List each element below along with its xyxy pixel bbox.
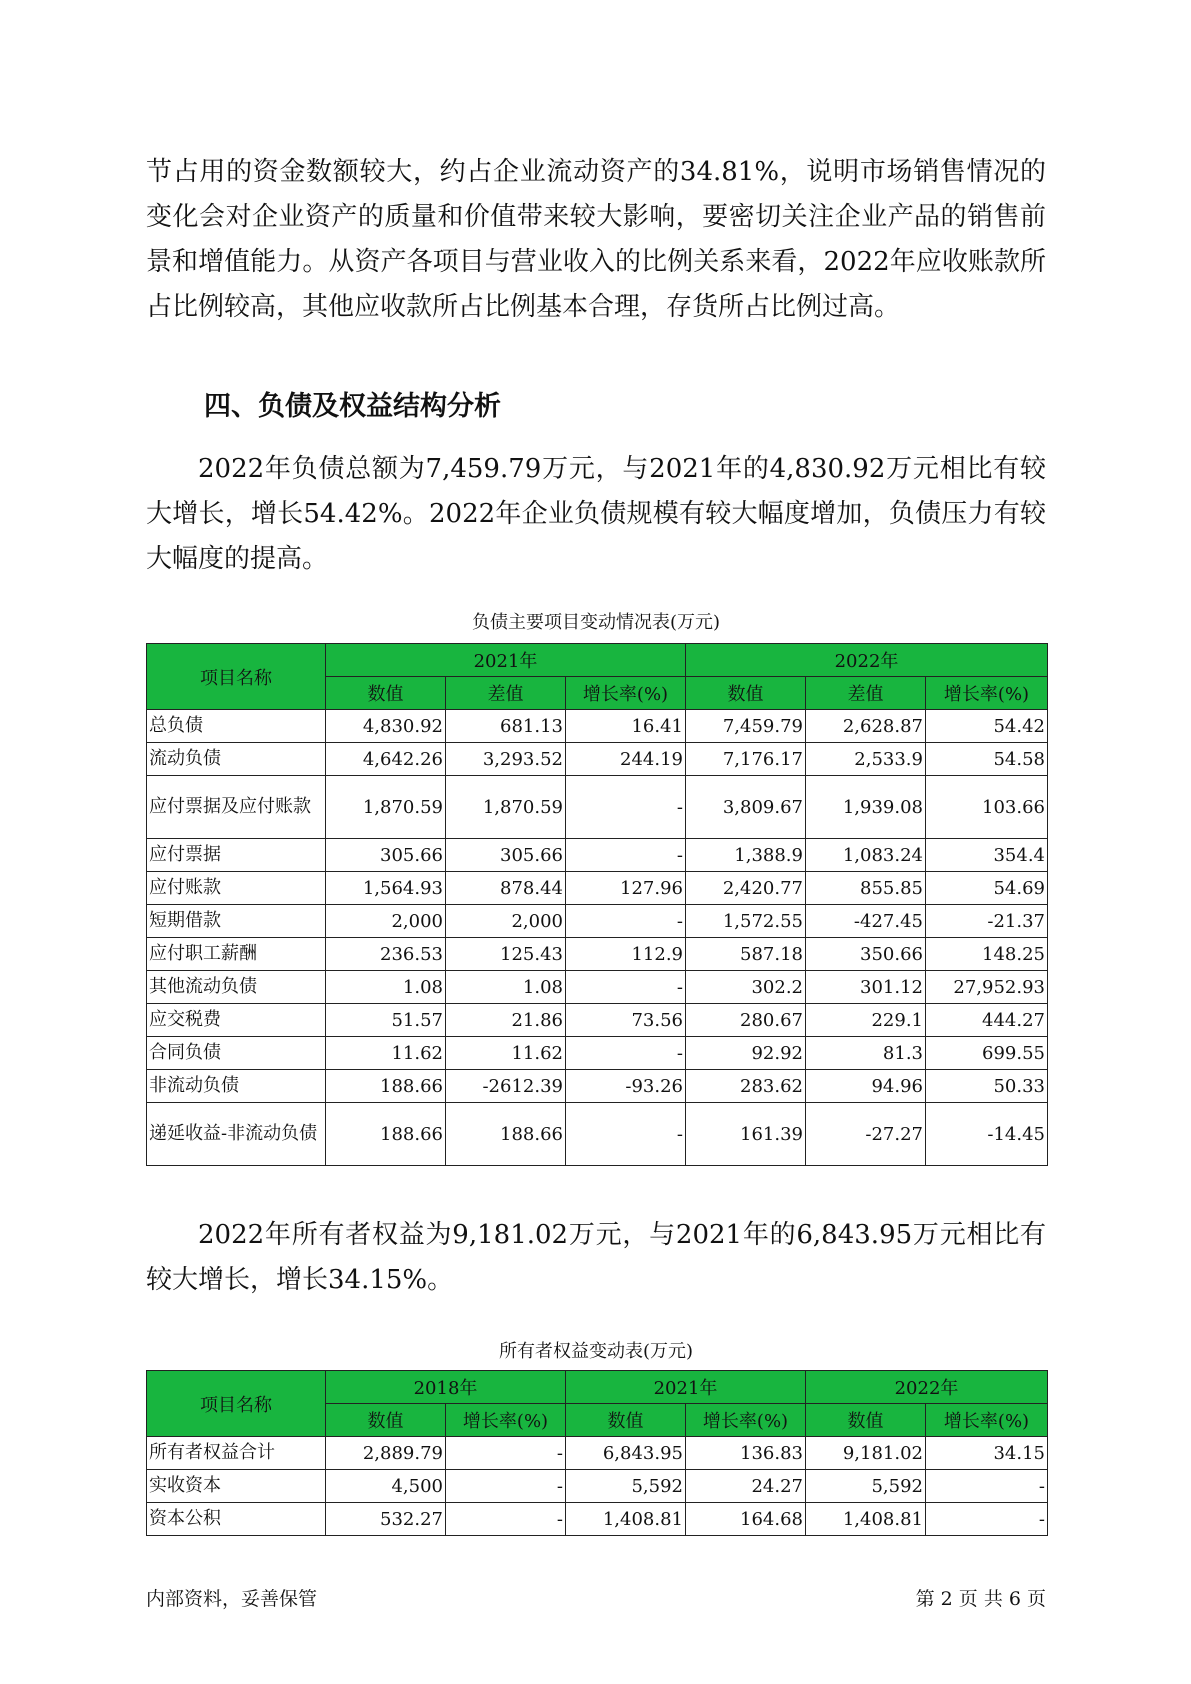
row-label: 实收资本 [147, 1470, 326, 1503]
row-label: 所有者权益合计 [147, 1437, 326, 1470]
table-cell: 21.86 [446, 1004, 566, 1037]
table-cell: 51.57 [326, 1004, 446, 1037]
table-cell: 1.08 [326, 971, 446, 1004]
row-label: 短期借款 [147, 905, 326, 938]
sub-header: 差值 [806, 677, 926, 710]
table-cell: 148.25 [926, 938, 1048, 971]
table-cell: 301.12 [806, 971, 926, 1004]
table-cell: -427.45 [806, 905, 926, 938]
table2-caption: 所有者权益变动表(万元) [498, 1341, 694, 1362]
table-cell: 5,592 [806, 1470, 926, 1503]
table-cell: 1,408.81 [806, 1503, 926, 1536]
table-cell: 92.92 [686, 1037, 806, 1070]
table-cell: 94.96 [806, 1070, 926, 1103]
table-cell: 878.44 [446, 872, 566, 905]
table-row [147, 938, 1048, 971]
table-cell: 73.56 [566, 1004, 686, 1037]
equity-table-body [147, 1437, 1048, 1536]
table-row [147, 872, 1048, 905]
table-cell: 1,408.81 [566, 1503, 686, 1536]
table-cell: 125.43 [446, 938, 566, 971]
row-label: 应付票据 [147, 839, 326, 872]
table-cell: 188.66 [326, 1070, 446, 1103]
table-cell: 1,939.08 [806, 776, 926, 839]
table-cell: 699.55 [926, 1037, 1048, 1070]
table-cell: 2,000 [326, 905, 446, 938]
table-cell: - [926, 1503, 1048, 1536]
table-cell: - [566, 905, 686, 938]
year-header: 2021年 [566, 1371, 806, 1404]
table-row [147, 1103, 1048, 1166]
table-cell: 54.58 [926, 743, 1048, 776]
table-cell: - [446, 1437, 566, 1470]
table-cell: 1,564.93 [326, 872, 446, 905]
row-label: 应付票据及应付账款 [147, 776, 326, 839]
row-label: 应付账款 [147, 872, 326, 905]
table-cell: 4,830.92 [326, 710, 446, 743]
table1-caption: 负债主要项目变动情况表(万元) [471, 612, 721, 633]
year-header: 2021年 [326, 644, 686, 677]
year-header: 2018年 [326, 1371, 566, 1404]
table-cell: 136.83 [686, 1437, 806, 1470]
table-cell: 1,083.24 [806, 839, 926, 872]
table-cell: 1,870.59 [446, 776, 566, 839]
table-row [147, 905, 1048, 938]
row-label: 其他流动负债 [147, 971, 326, 1004]
table-row [147, 776, 1048, 839]
table-cell: 7,459.79 [686, 710, 806, 743]
name-header: 项目名称 [147, 1371, 326, 1437]
table-cell: 305.66 [446, 839, 566, 872]
table-cell: 103.66 [926, 776, 1048, 839]
table-cell: 16.41 [566, 710, 686, 743]
row-label: 总负债 [147, 710, 326, 743]
table-cell: 1,388.9 [686, 839, 806, 872]
row-label: 非流动负债 [147, 1070, 326, 1103]
table-cell: 236.53 [326, 938, 446, 971]
table-cell: 681.13 [446, 710, 566, 743]
row-label: 应付职工薪酬 [147, 938, 326, 971]
table-cell: 2,000 [446, 905, 566, 938]
table-cell: 2,533.9 [806, 743, 926, 776]
liabilities-table-body [147, 710, 1048, 1166]
paragraph-equity: 2022年所有者权益为9,181.02万元，与2021年的6,843.95万元相比有较大增长，增长34.15%。 [146, 1220, 1046, 1295]
table-cell: - [566, 776, 686, 839]
row-label: 资本公积 [147, 1503, 326, 1536]
section-heading: 四、负债及权益结构分析 [204, 391, 501, 422]
table-cell: 54.42 [926, 710, 1048, 743]
table-row [147, 971, 1048, 1004]
table-cell: 2,889.79 [326, 1437, 446, 1470]
table-cell: 50.33 [926, 1070, 1048, 1103]
row-label: 递延收益-非流动负债 [147, 1103, 326, 1166]
table-cell: 3,293.52 [446, 743, 566, 776]
table-cell: - [926, 1470, 1048, 1503]
table-row [147, 743, 1048, 776]
sub-header: 数值 [326, 677, 446, 710]
table-cell: 354.4 [926, 839, 1048, 872]
table-cell: 283.62 [686, 1070, 806, 1103]
paragraph-asset-analysis: 节占用的资金数额较大，约占企业流动资产的34.81%，说明市场销售情况的变化会对企业资产的质量和价值带来较大影响，要密切关注企业产品的销售前景和增值能力。从资产各项目与营业收入的比例关系来看，2022年应收账款所占比例较高，其他应收款所占比例基本合理，存货所占比例过高。 [146, 157, 1046, 322]
sub-header: 增长率(%) [446, 1404, 566, 1437]
table-cell: 532.27 [326, 1503, 446, 1536]
name-header: 项目名称 [147, 644, 326, 710]
table-cell: 4,642.26 [326, 743, 446, 776]
sub-header: 数值 [326, 1404, 446, 1437]
table-cell: 3,809.67 [686, 776, 806, 839]
table-cell: 5,592 [566, 1470, 686, 1503]
table-row [147, 1503, 1048, 1536]
table-cell: 2,628.87 [806, 710, 926, 743]
table-row [147, 1470, 1048, 1503]
table-cell: 302.2 [686, 971, 806, 1004]
paragraph-liabilities: 2022年负债总额为7,459.79万元，与2021年的4,830.92万元相比有较大增长，增长54.42%。2022年企业负债规模有较大幅度增加，负债压力有较大幅度的提高。 [146, 454, 1046, 574]
table-row [147, 1004, 1048, 1037]
table-cell: 1.08 [446, 971, 566, 1004]
table-cell: 11.62 [446, 1037, 566, 1070]
table-cell: - [446, 1470, 566, 1503]
table-cell: -14.45 [926, 1103, 1048, 1166]
sub-header: 增长率(%) [686, 1404, 806, 1437]
table-cell: 280.67 [686, 1004, 806, 1037]
equity-table [146, 1370, 1048, 1536]
table-cell: 855.85 [806, 872, 926, 905]
table-cell: 27,952.93 [926, 971, 1048, 1004]
table-cell: 127.96 [566, 872, 686, 905]
table-cell: -21.37 [926, 905, 1048, 938]
table-cell: 1,572.55 [686, 905, 806, 938]
row-label: 应交税费 [147, 1004, 326, 1037]
table-cell: 4,500 [326, 1470, 446, 1503]
table-cell: 9,181.02 [806, 1437, 926, 1470]
table-cell: - [566, 1037, 686, 1070]
table-cell: 350.66 [806, 938, 926, 971]
table-cell: 6,843.95 [566, 1437, 686, 1470]
year-header: 2022年 [686, 644, 1048, 677]
table-row [147, 710, 1048, 743]
sub-header: 数值 [566, 1404, 686, 1437]
table-cell: 2,420.77 [686, 872, 806, 905]
table-row [147, 1037, 1048, 1070]
liabilities-table [146, 643, 1048, 1166]
table-cell: 188.66 [326, 1103, 446, 1166]
table-cell: 161.39 [686, 1103, 806, 1166]
table-row [147, 839, 1048, 872]
table-cell: 244.19 [566, 743, 686, 776]
footer-page-number: 第 2 页 共 6 页 [915, 1588, 1046, 1610]
year-header: 2022年 [806, 1371, 1048, 1404]
table-cell: 7,176.17 [686, 743, 806, 776]
table-cell: - [446, 1503, 566, 1536]
table-cell: 229.1 [806, 1004, 926, 1037]
sub-header: 增长率(%) [926, 677, 1048, 710]
table-cell: -27.27 [806, 1103, 926, 1166]
table-cell: 164.68 [686, 1503, 806, 1536]
sub-header: 增长率(%) [566, 677, 686, 710]
sub-header: 差值 [446, 677, 566, 710]
table-cell: 305.66 [326, 839, 446, 872]
table-cell: 587.18 [686, 938, 806, 971]
table-cell: - [566, 839, 686, 872]
table-cell: -2612.39 [446, 1070, 566, 1103]
table-cell: - [566, 1103, 686, 1166]
table-cell: 34.15 [926, 1437, 1048, 1470]
table-cell: -93.26 [566, 1070, 686, 1103]
table-cell: 444.27 [926, 1004, 1048, 1037]
table-cell: 54.69 [926, 872, 1048, 905]
footer-confidential-note: 内部资料，妥善保管 [146, 1588, 318, 1610]
sub-header: 数值 [806, 1404, 926, 1437]
table-cell: 11.62 [326, 1037, 446, 1070]
table-cell: 188.66 [446, 1103, 566, 1166]
row-label: 合同负债 [147, 1037, 326, 1070]
table-row [147, 1437, 1048, 1470]
row-label: 流动负债 [147, 743, 326, 776]
table-cell: 81.3 [806, 1037, 926, 1070]
table-cell: - [566, 971, 686, 1004]
table-cell: 24.27 [686, 1470, 806, 1503]
table-cell: 1,870.59 [326, 776, 446, 839]
table-cell: 112.9 [566, 938, 686, 971]
table-row [147, 1070, 1048, 1103]
sub-header: 数值 [686, 677, 806, 710]
sub-header: 增长率(%) [926, 1404, 1048, 1437]
